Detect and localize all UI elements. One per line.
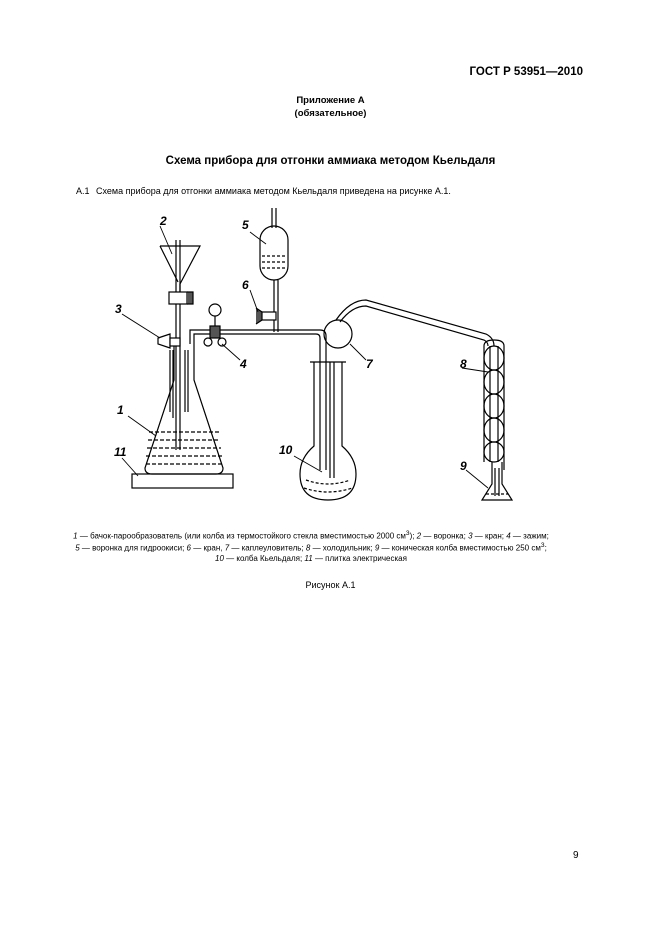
label-10: 10 xyxy=(279,443,293,457)
label-7: 7 xyxy=(366,357,373,371)
label-6: 6 xyxy=(242,278,249,292)
label-11: 11 xyxy=(114,445,127,459)
label-5: 5 xyxy=(242,218,249,232)
intro-number: А.1 xyxy=(76,186,90,196)
condenser xyxy=(484,340,504,470)
hot-plate xyxy=(132,474,233,488)
intro-text: Схема прибора для отгонки аммиака методом Кьельдаля приведена на рисунке А.1. xyxy=(96,186,451,196)
figure-caption: Рисунок А.1 xyxy=(305,580,356,590)
clamp xyxy=(204,304,226,346)
page-number: 9 xyxy=(573,850,579,861)
standard-number: ГОСТ Р 53951—2010 xyxy=(469,66,583,78)
steam-generator-flask xyxy=(145,240,223,474)
legend-line-3: 10 — колба Кьельдаля; 11 — плитка электрическая xyxy=(215,554,407,563)
splash-trap xyxy=(324,300,494,348)
label-3: 3 xyxy=(115,302,122,316)
label-8: 8 xyxy=(460,357,467,371)
legend-line-2: 5 — воронка для гидроокиси; 6 — кран, 7 — каплеуловитель; 8 — холодильник; 9 — коническая колба вместимостью 250 $см^3$; xyxy=(75,542,547,553)
appendix-status: (обязательное) xyxy=(294,108,367,119)
legend-line-1: 1 — бачок-парообразователь (или колба из термостойкого стекла вместимостью 2000 $см^3$); 2 — воронка; 3 — кран; 4 — зажим; xyxy=(73,530,549,541)
label-9: 9 xyxy=(460,459,467,473)
label-2: 2 xyxy=(160,214,167,228)
receiving-flask xyxy=(482,462,512,500)
appendix-title: Приложение А xyxy=(296,95,365,106)
label-1: 1 xyxy=(117,403,124,417)
stopcock-3 xyxy=(158,334,180,348)
section-heading: Схема прибора для отгонки аммиака методом Кьельдаля xyxy=(165,155,496,167)
label-4: 4 xyxy=(240,357,247,371)
kjeldahl-flask xyxy=(300,362,356,500)
stopcock-6 xyxy=(256,308,276,324)
